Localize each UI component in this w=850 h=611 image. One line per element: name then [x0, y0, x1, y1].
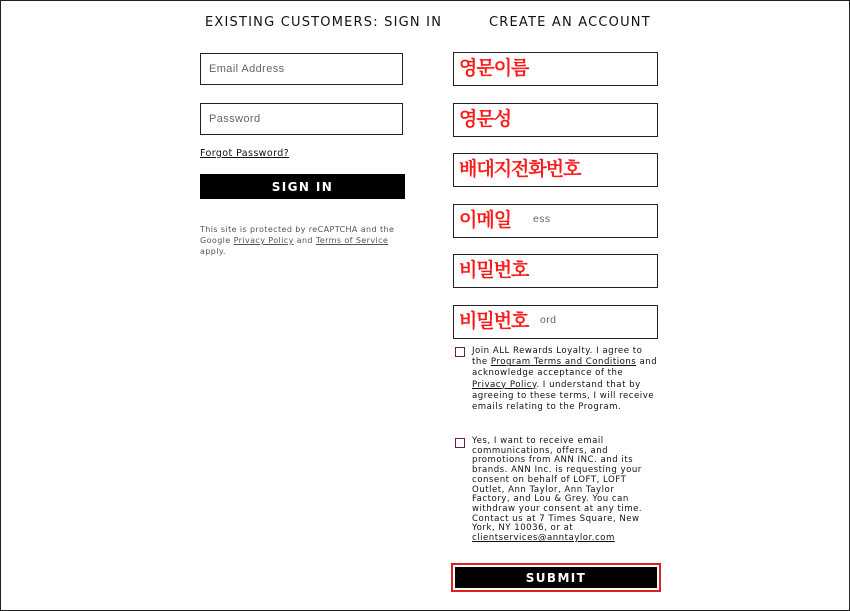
phone-field[interactable]	[453, 153, 658, 187]
submit-button[interactable]	[455, 567, 657, 588]
consent-text: Yes, I want to receive email communications, offers, and promotions from ANN INC. and its brands. ANN Inc. is requesting your consent on behalf of LOFT, LOFT Outlet, Ann Taylor, Ann Taylor Factory, and Lou & Grey. You can withdraw your consent at any time. Contact us at 7 Times Square, New York, NY 10036, or at	[472, 436, 643, 534]
privacy-policy-link[interactable]: Privacy Policy	[233, 236, 294, 245]
create-email-input[interactable]	[453, 204, 658, 238]
annotation-label: 비밀번호	[459, 259, 529, 281]
recaptcha-suffix-text: apply.	[200, 247, 226, 256]
password-field[interactable]	[453, 254, 658, 288]
client-services-email-link[interactable]: clientservices@anntaylor.com	[472, 533, 615, 544]
rewards-checkbox[interactable]	[455, 347, 465, 357]
email-consent-text	[472, 437, 650, 544]
signin-button-label: SIGN IN	[271, 179, 334, 194]
recaptcha-and-text: and	[296, 236, 313, 245]
annotation-label: 비밀번호	[459, 310, 529, 332]
signin-email-input[interactable]	[200, 53, 403, 85]
confirm-password-input[interactable]	[453, 305, 658, 339]
signin-button[interactable]	[200, 174, 405, 199]
placeholder-remnant: ord	[540, 314, 557, 326]
annotation-label: 영문성	[459, 108, 512, 130]
last-name-input[interactable]	[453, 103, 658, 137]
terms-of-service-link[interactable]: Terms of Service	[315, 236, 389, 245]
recaptcha-text: This site is protected by reCAPTCHA and the Google	[200, 225, 395, 245]
email-consent-checkbox[interactable]	[455, 438, 465, 448]
forgot-password-link[interactable]: Forgot Password?	[200, 148, 290, 159]
signin-password-input[interactable]	[200, 103, 403, 135]
last-name-field[interactable]	[453, 103, 658, 137]
annotation-label: 배대지전화번호	[459, 158, 581, 180]
rewards-text-part2: and acknowledge acceptance of the	[472, 357, 658, 379]
annotation-label: 이메일	[459, 209, 512, 231]
email-field[interactable]	[453, 204, 658, 238]
rewards-text-part1: Join ALL Rewards Loyalty. I agree to the	[472, 346, 643, 368]
annotation-label: 영문이름	[459, 57, 529, 79]
phone-input[interactable]	[453, 153, 658, 187]
placeholder-remnant: ess	[533, 213, 551, 225]
rewards-text-part3: . I understand that by agreeing to these terms, I will receive emails relating to the Program.	[472, 379, 655, 413]
signin-heading: EXISTING CUSTOMERS: SIGN IN	[205, 15, 443, 30]
first-name-field[interactable]	[453, 52, 658, 86]
create-password-input[interactable]	[453, 254, 658, 288]
program-terms-link[interactable]: Program Terms and Conditions	[490, 357, 637, 368]
submit-button-label: SUBMIT	[525, 570, 587, 585]
rewards-text	[472, 346, 658, 413]
rewards-privacy-policy-link[interactable]: Privacy Policy	[472, 379, 537, 390]
recaptcha-notice	[200, 224, 405, 257]
confirm-password-field[interactable]	[453, 305, 658, 339]
create-account-heading: CREATE AN ACCOUNT	[489, 15, 651, 30]
first-name-input[interactable]	[453, 52, 658, 86]
